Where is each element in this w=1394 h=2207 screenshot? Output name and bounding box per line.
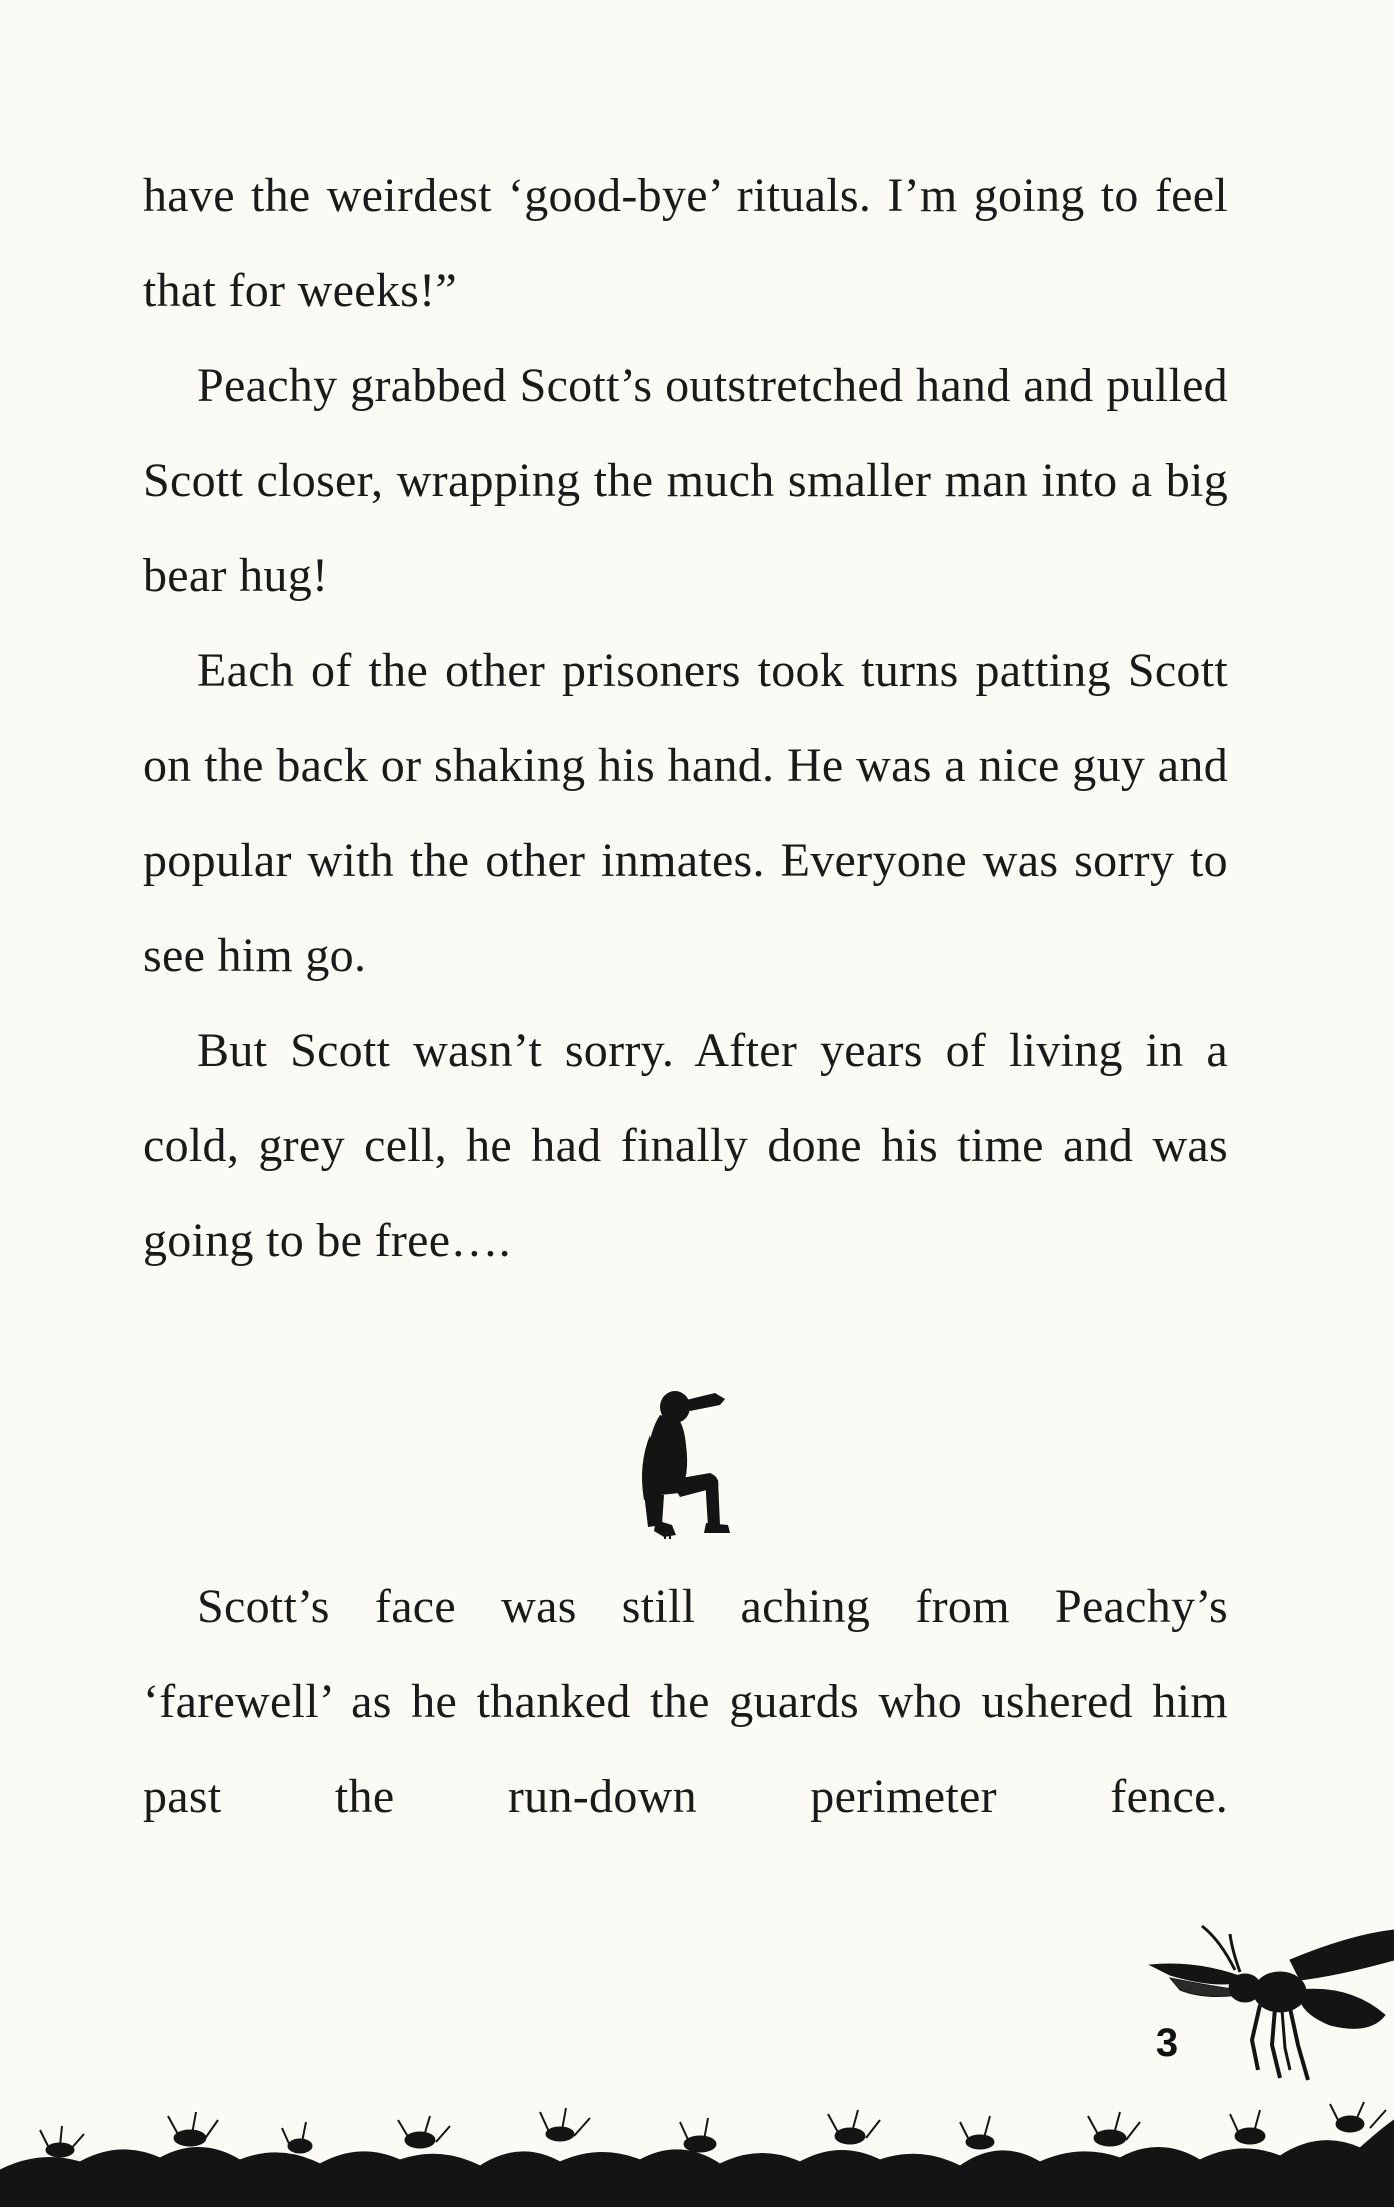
ant-swarm-border [0, 2100, 1394, 2207]
paragraph-scott-free: But Scott wasn’t sorry. After years of living in a cold, grey cell, he had finally done his time and was going to be free…. [143, 1024, 1228, 1267]
story-text-bottom [143, 1559, 1228, 1844]
crouching-man-silhouette-icon [620, 1385, 745, 1540]
paragraph-prisoners-farewell: Each of the other prisoners took turns patting Scott on the back or shaking his hand. He was a nice guy and popular with the other inmates. Everyone was sorry to see him go. [143, 644, 1228, 982]
story-text-top [143, 148, 1228, 1288]
paragraph-continuation: have the weirdest ‘good-bye’ rituals. I’m going to feel that for weeks!” [143, 169, 1228, 317]
page-number: 3 [1155, 2021, 1179, 2065]
wasp-silhouette-icon [1140, 1920, 1394, 2100]
paragraph-guards-fence: Scott’s face was still aching from Peachy’s ‘farewell’ as he thanked the guards who ushered him past the run-down perimeter fence. [143, 1580, 1228, 1823]
paragraph-peachy-hug: Peachy grabbed Scott’s outstretched hand and pulled Scott closer, wrapping the much smaller man into a big bear hug! [143, 359, 1228, 602]
